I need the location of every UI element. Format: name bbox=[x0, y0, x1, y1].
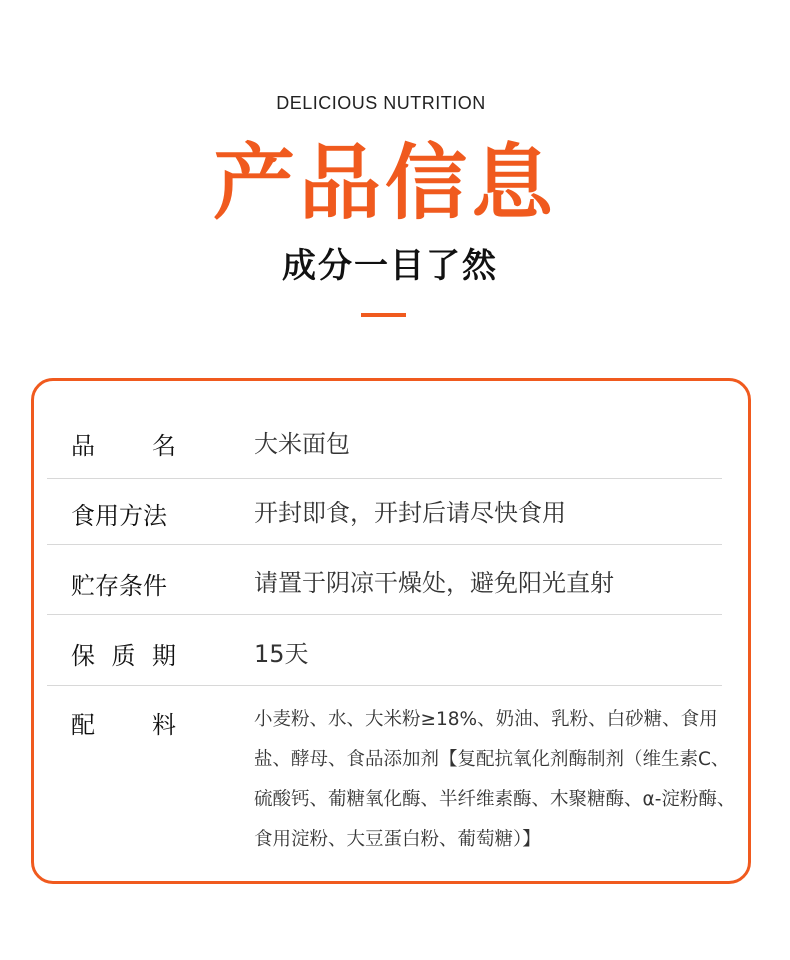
page-subtitle: 成分一目了然 bbox=[282, 246, 498, 286]
row-label-shelf-life bbox=[71, 636, 176, 671]
label-char: 料 bbox=[152, 711, 176, 739]
row-label-usage bbox=[71, 496, 167, 531]
ingredients-line: 盐、酵母、食品添加剂【复配抗氧化剂酶制剂（维生素C、 bbox=[254, 749, 730, 770]
label-char: 质 bbox=[111, 642, 136, 670]
label-text: 贮存条件 bbox=[71, 572, 167, 600]
label-char: 期 bbox=[152, 642, 176, 670]
row-label-storage bbox=[71, 566, 167, 601]
table-row-storage bbox=[47, 544, 722, 615]
table-row-usage bbox=[47, 478, 722, 545]
row-value-shelf-life: 15天 bbox=[254, 640, 309, 668]
product-info-card bbox=[31, 378, 751, 884]
ingredients-line: 小麦粉、水、大米粉≥18%、奶油、乳粉、白砂糖、食用 bbox=[254, 709, 718, 730]
row-value-storage: 请置于阴凉干燥处，避免阳光直射 bbox=[254, 569, 614, 597]
table-row-shelf-life bbox=[47, 614, 722, 686]
table-row-ingredients bbox=[47, 685, 736, 881]
row-value-usage: 开封即食，开封后请尽快食用 bbox=[254, 499, 566, 527]
label-char: 配 bbox=[71, 711, 95, 739]
row-label-product-name bbox=[71, 426, 176, 461]
page-title: 产品信息 bbox=[212, 136, 557, 231]
table-row-product-name bbox=[47, 381, 722, 479]
label-char: 保 bbox=[71, 642, 95, 670]
title-underline bbox=[361, 313, 406, 317]
row-value-ingredients bbox=[254, 700, 744, 860]
ingredients-line: 食用淀粉、大豆蛋白粉、葡萄糖）】 bbox=[254, 829, 541, 850]
label-text: 食用方法 bbox=[71, 502, 167, 530]
eyebrow-text: DELICIOUS NUTRITION bbox=[276, 93, 486, 113]
ingredients-line: 硫酸钙、葡糖氧化酶、半纤维素酶、木聚糖酶、α-淀粉酶、 bbox=[254, 789, 736, 810]
row-label-ingredients bbox=[71, 705, 176, 740]
row-value-product-name: 大米面包 bbox=[254, 430, 350, 458]
label-char: 名 bbox=[152, 432, 176, 460]
label-char: 品 bbox=[71, 432, 95, 460]
